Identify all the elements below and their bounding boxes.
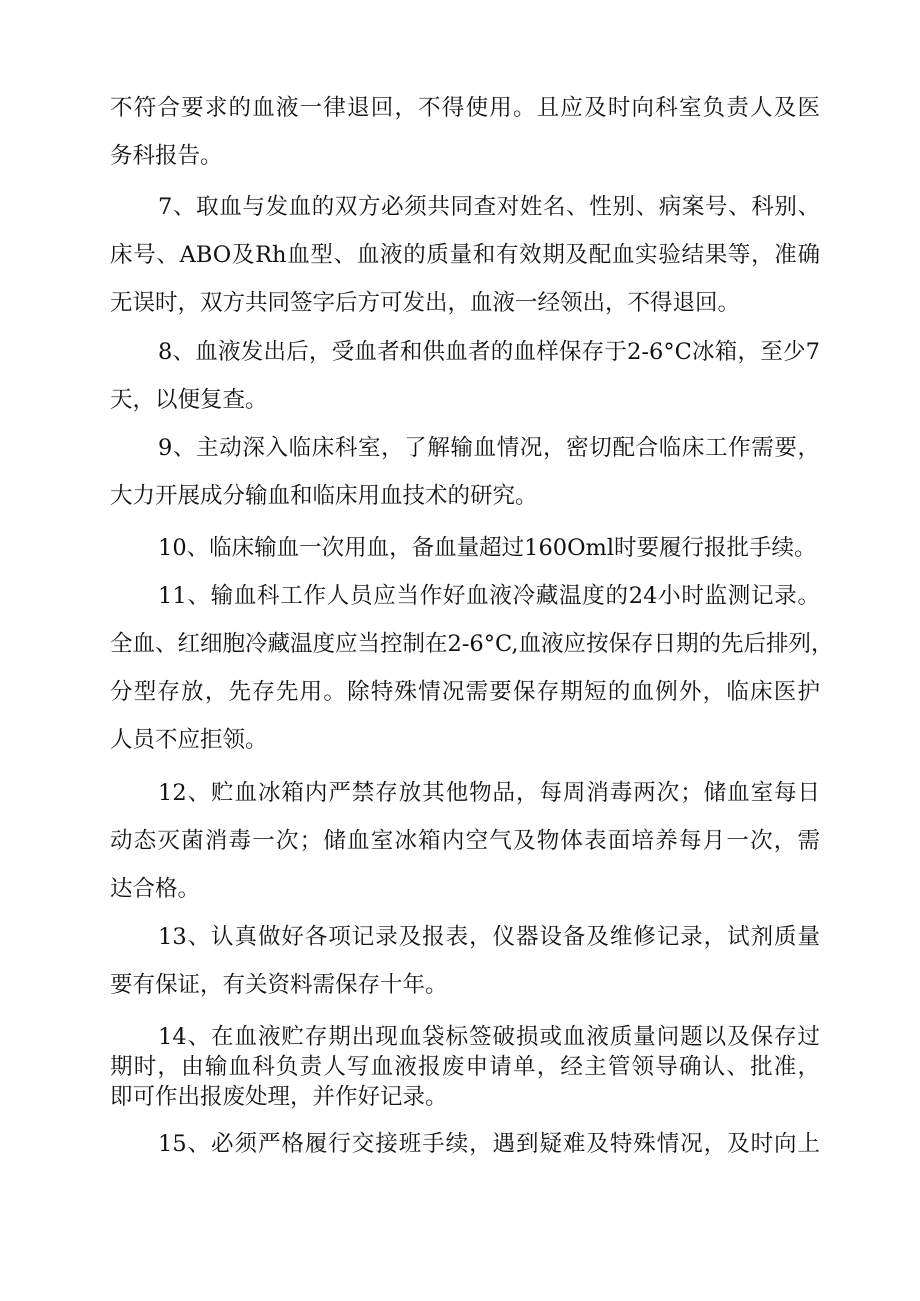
text-line: 无误时，双方共同签字后方可发出，血液一经领出，不得退回。 [110, 290, 741, 316]
text-line: 分型存放，先存先用。除特殊情况需要保存期短的血例外，临床医护 [110, 679, 820, 705]
text-line: 13、认真做好各项记录及报表，仪器设备及维修记录，试剂质量 [158, 924, 820, 950]
text-line: 即可作出报废处理，并作好记录。 [110, 1084, 448, 1110]
text-line: 7、取血与发血的双方必须共同查对姓名、性别、病案号、科别、 [158, 194, 820, 220]
text-line: 务科报告。 [110, 143, 223, 169]
text-line: 天，以便复查。 [110, 387, 268, 413]
text-line: 8、血液发出后，受血者和供血者的血样保存于2-6°C冰箱，至少7 [158, 339, 820, 365]
text-line: 10、临床输血一次用血，备血量超过160Oml时要履行报批手续。 [158, 535, 817, 561]
text-line: 不符合要求的血液一律退回，不得使用。且应及时向科室负责人及医 [110, 95, 820, 121]
text-line: 要有保证，有关资料需保存十年。 [110, 972, 448, 998]
text-line: 11、输血科工作人员应当作好血液冷藏温度的24小时监测记录。 [158, 583, 820, 609]
text-line: 达合格。 [110, 876, 201, 902]
text-line: 人员不应拒领。 [110, 727, 268, 753]
text-line: 动态灭菌消毒一次；储血室冰箱内空气及物体表面培养每月一次，需 [110, 828, 820, 854]
text-line: 9、主动深入临床科室，了解输血情况，密切配合临床工作需要， [158, 435, 820, 461]
text-line: 14、在血液贮存期出现血袋标签破损或血液质量问题以及保存过 [158, 1024, 820, 1050]
text-line: 大力开展成分输血和临床用血技术的研究。 [110, 483, 538, 509]
text-line: 15、必须严格履行交接班手续，遇到疑难及特殊情况，及时向上 [158, 1131, 820, 1157]
text-line: 全血、红细胞冷藏温度应当控制在2-6°C,血液应按保存日期的先后排列， [110, 631, 834, 657]
text-line: 期时，由输血科负责人写血液报废申请单，经主管领导确认、批准， [110, 1054, 820, 1080]
text-line: 12、贮血冰箱内严禁存放其他物品，每周消毒两次；储血室每日 [158, 780, 820, 806]
text-line: 床号、ABO及Rh血型、血液的质量和有效期及配血实验结果等，准确 [110, 242, 820, 268]
